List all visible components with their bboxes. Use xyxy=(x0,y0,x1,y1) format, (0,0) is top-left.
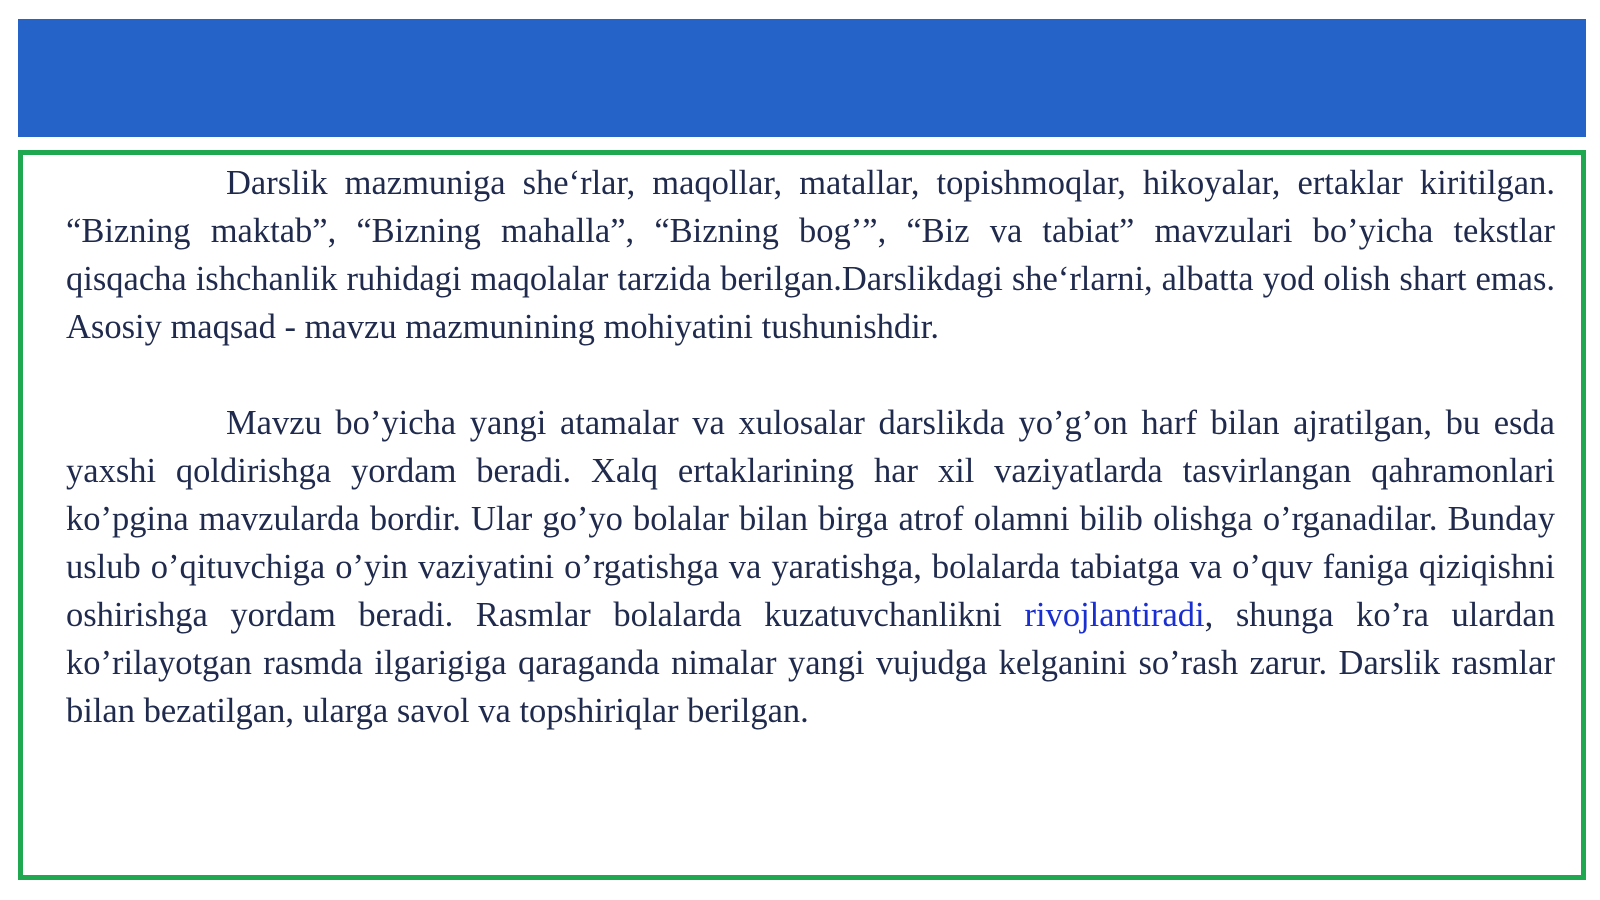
title-bar xyxy=(18,19,1586,137)
paragraph-1: Darslik mazmuniga she‘rlar, maqollar, matallar, topishmoqlar, hikoyalar, ertaklar kiritilgan. “Bizning maktab”, “Bizning mahalla”, “Bizning bog’”, “Biz va tabiat” mavzulari bo’yicha tekstlar qisqacha ishchanlik ruhidagi maqolalar tarzida berilgan.Darslikdagi she‘rlarni, albatta yod olish shart emas. Asosiy maqsad - mavzu mazmunining mohiyatini tushunishdir. xyxy=(66,164,1555,346)
paragraph-2-part-2: , shunga ko’ra ulardan ko’rilayotgan rasmda ilgarigiga qaraganda nimalar yangi vujudga kelganini so’rash zarur. Darslik rasmlar bilan bezatilgan, ularga savol va topshiriqlar berilgan. xyxy=(66,596,1555,730)
body-text xyxy=(66,159,1555,735)
paragraph-2-part-1: Mavzu bo’yicha yangi atamalar va xulosalar darslikda yo’g’on harf bilan ajratilgan, bu esda yaxshi qoldirishga yordam beradi. Xalq ertaklarining har xil vaziyatlarda tasvirlangan qahramonlari ko’pgina mavzularda bordir. Ular go’yo bolalar bilan birga atrof olamni bilib olishga o’rganadilar. Bunday uslub o’qituvchiga o’yin vaziyatini o’rgatishga va yaratishga, bolalarda tabiatga va o’quv faniga qiziqishni oshirishga yordam beradi. Rasmlar bolalarda kuzatuvchanlikni xyxy=(66,404,1555,634)
highlighted-word: rivojlantiradi xyxy=(1024,596,1205,634)
paragraph-2 xyxy=(66,399,1555,735)
